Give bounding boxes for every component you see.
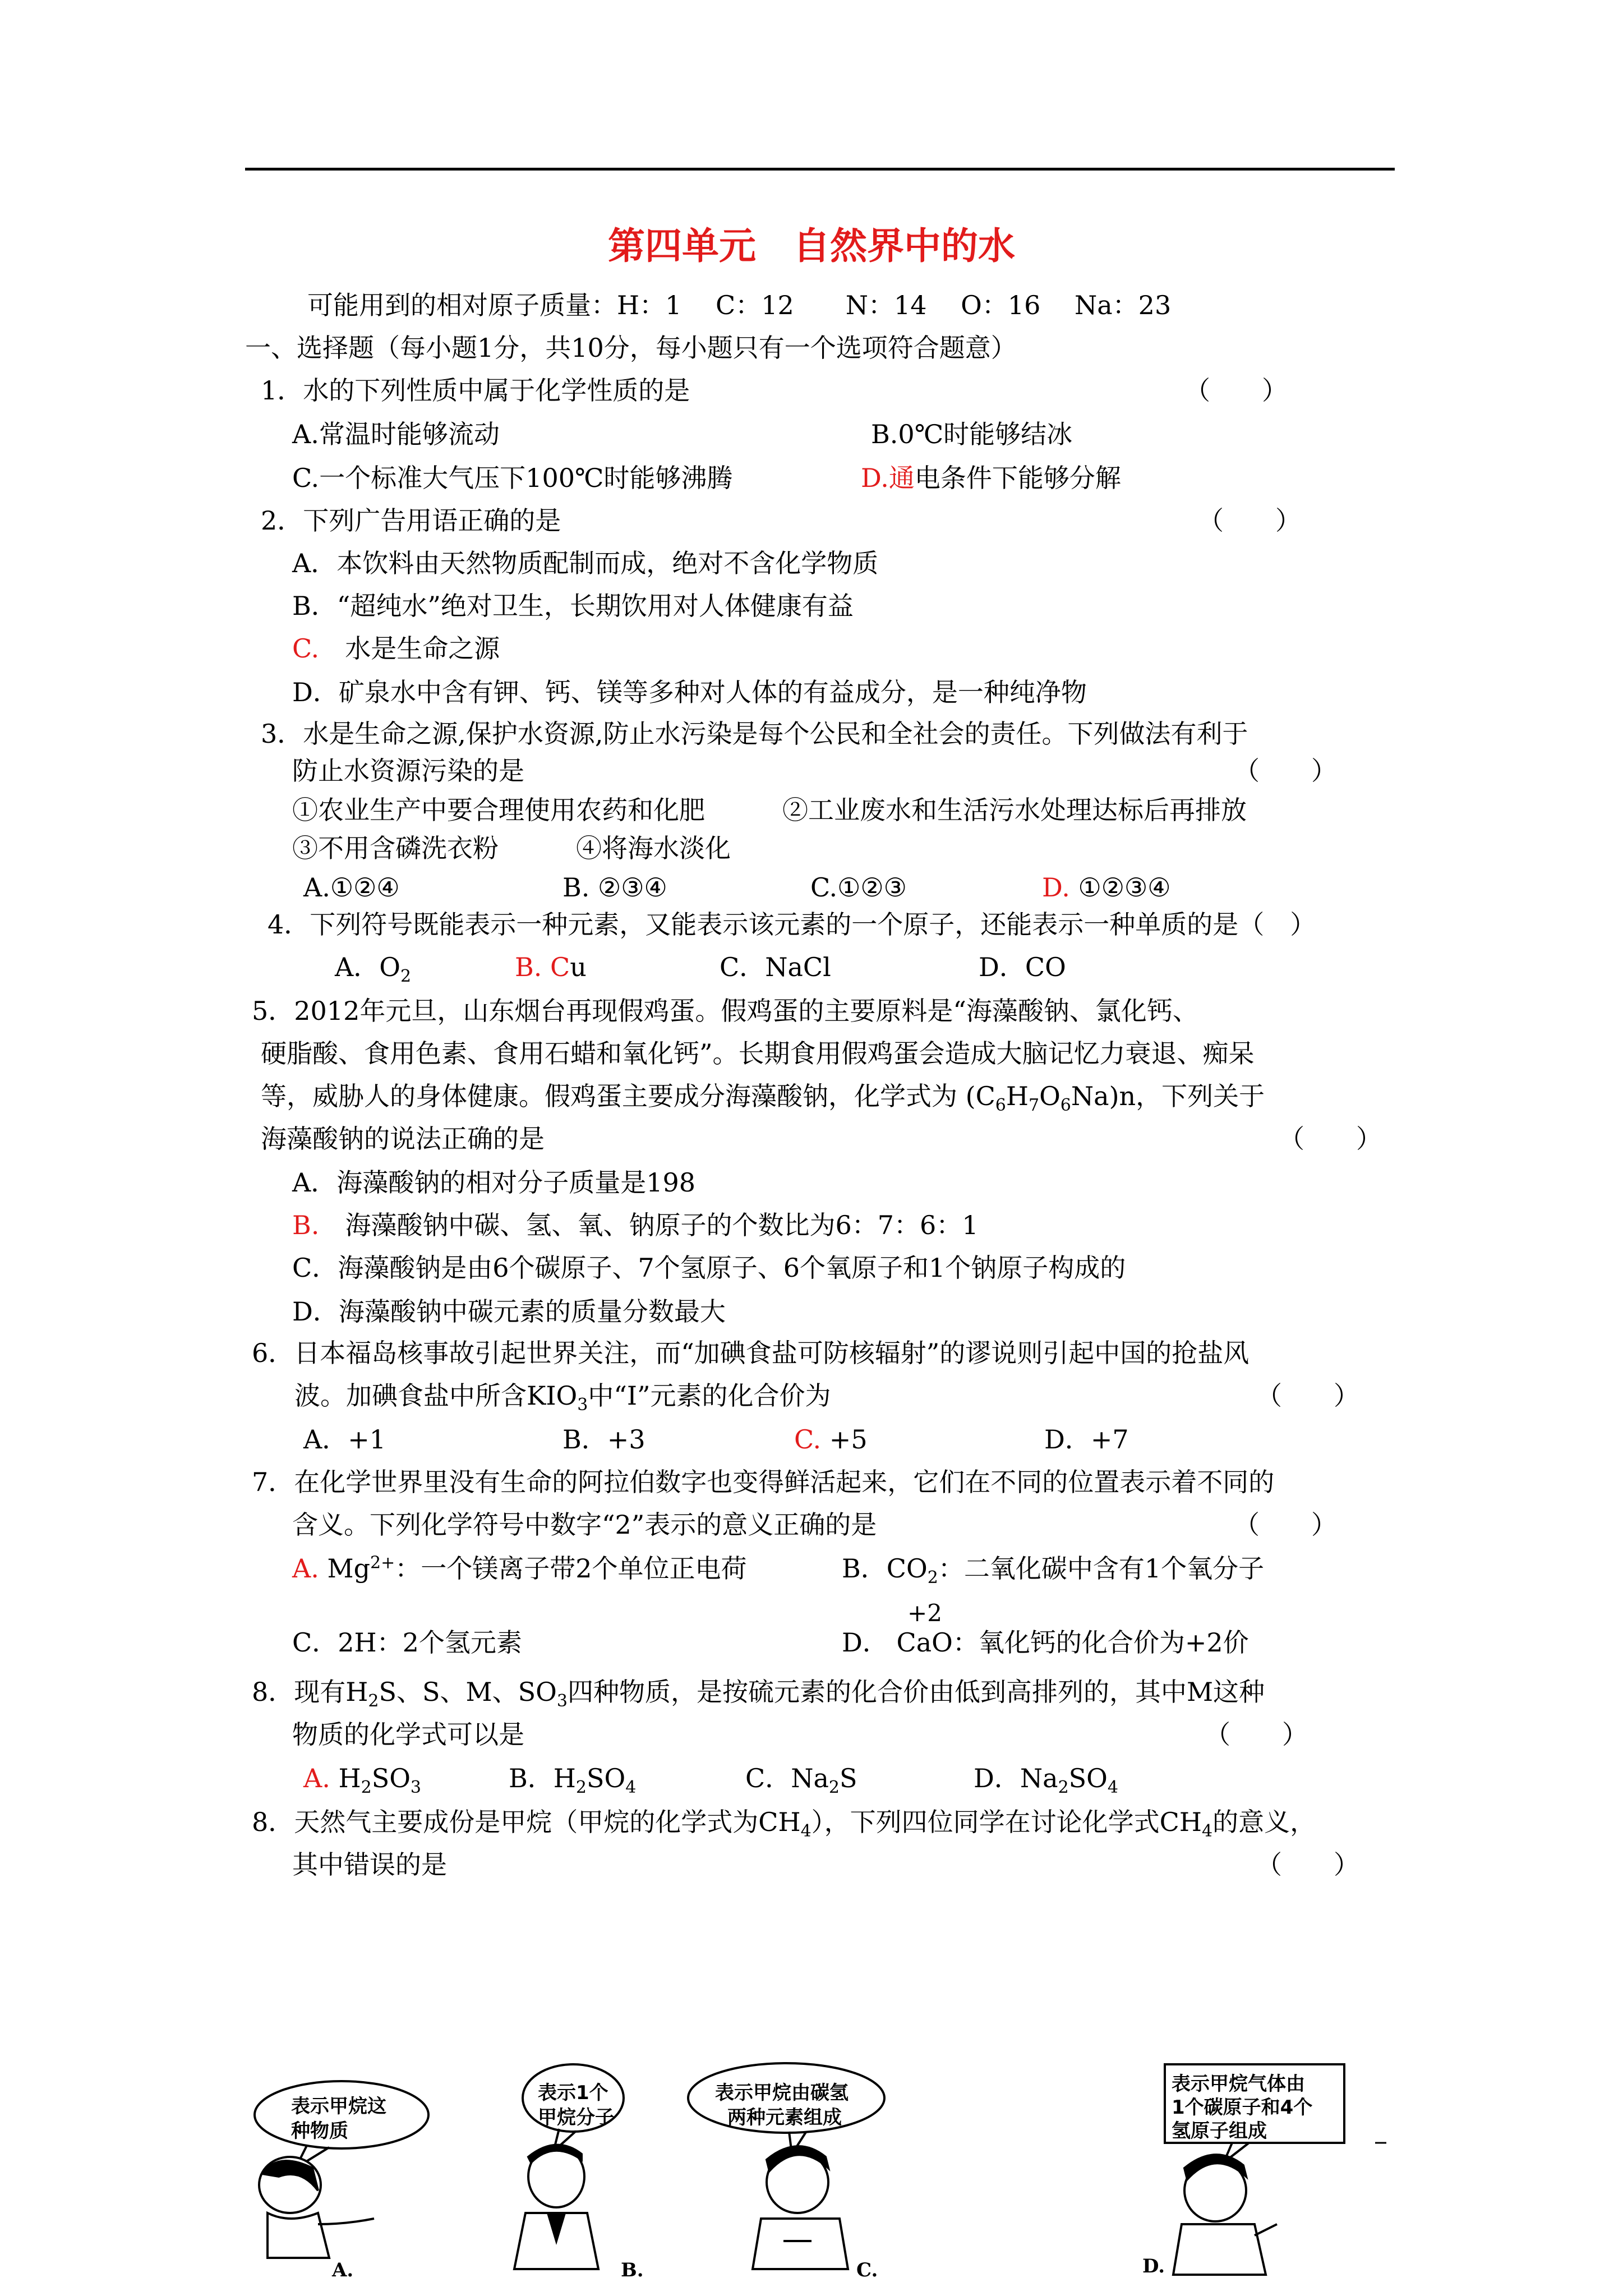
option-text: B．H: [509, 1763, 576, 1793]
option-text: 电条件下能够分解: [914, 463, 1121, 493]
question-3-stem: 3．水是生命之源,保护水资源,防止水污染是每个公民和全社会的责任。下列做法有利于: [261, 719, 1248, 749]
subscript: 4: [800, 1821, 811, 1842]
stem-text: O: [1039, 1081, 1061, 1111]
option-text: 水是生命之源: [319, 633, 500, 664]
subscript: 2: [828, 1778, 840, 1798]
bubble-c-line2: 两种元素组成: [727, 2106, 842, 2129]
stem-text: 的意义，: [1212, 1807, 1316, 1837]
option-a: [335, 951, 412, 987]
subscript: 6: [995, 1096, 1006, 1116]
option-text: u: [570, 952, 587, 982]
option-text: SO: [371, 1763, 411, 1793]
option-text: SO: [587, 1763, 626, 1793]
bubble-a-line1: 表示甲烷这: [291, 2095, 386, 2118]
option-c: [292, 633, 500, 664]
question-9-stem-line2: 其中错误的是: [292, 1849, 447, 1880]
option-text: S: [839, 1763, 857, 1793]
question-4-stem: 4．下列符号既能表示一种元素，又能表示该元素的一个原子，还能表示一种单质的是（ ）: [268, 909, 1316, 940]
option-a: A.常温时能够流动: [292, 419, 500, 449]
subscript: 2: [400, 967, 412, 987]
bubble-d-line3: 氢原子组成: [1172, 2120, 1267, 2142]
caption-b: B.: [621, 2259, 644, 2281]
bubble-c-line1: 表示甲烷由碳氢: [715, 2082, 849, 2104]
stem-text: 8．现有H: [252, 1677, 368, 1707]
question-3-stem-line2: 防止水资源污染的是: [292, 756, 524, 786]
subscript: 3: [577, 1395, 588, 1415]
stem-text: Na)n，下列关于: [1071, 1081, 1265, 1111]
question-9-stem: [252, 1806, 1316, 1842]
subscript: 3: [556, 1691, 568, 1711]
question-5-stem: 5．2012年元旦，山东烟台再现假鸡蛋。假鸡蛋的主要原料是“海藻酸钠、氯化钙、: [252, 996, 1198, 1026]
option-d: D．+7: [1044, 1424, 1129, 1455]
option-a: [292, 1553, 747, 1584]
option-a: A．+1: [303, 1424, 386, 1455]
subscript: 2: [1058, 1778, 1069, 1798]
option-a: A．本饮料由天然物质配制而成，绝对不含化学物质: [292, 548, 879, 578]
bubble-a-line2: 种物质: [291, 2120, 348, 2142]
page-title: 第四单元 自然界中的水: [608, 224, 1015, 268]
option-text: 海藻酸钠中碳、氢、氧、钠原子的个数比为6：7：6：1: [319, 1210, 979, 1240]
answer-blank: （ ）: [1234, 756, 1337, 786]
bubble-d-line2: 1个碳原子和4个: [1172, 2096, 1313, 2119]
caption-c: C.: [856, 2259, 878, 2281]
subscript: 3: [410, 1778, 422, 1798]
option-text: +5: [821, 1424, 868, 1455]
subscript: 2: [368, 1691, 379, 1711]
answer-mark: A.: [292, 1553, 319, 1584]
subscript: 4: [1201, 1821, 1213, 1842]
option-a: A．海藻酸钠的相对分子质量是198: [292, 1167, 696, 1198]
bubble-b-line1: 表示1个: [538, 2082, 608, 2104]
option-d: D．海藻酸钠中碳元素的质量分数最大: [292, 1296, 726, 1327]
answer-blank: （ ）: [1234, 1510, 1337, 1540]
option-d: [974, 1763, 1118, 1798]
option-d: D． CaO：氧化钙的化合价为+2价: [842, 1627, 1249, 1658]
option-text: H: [330, 1763, 361, 1793]
answer-blank: （ ）: [1184, 375, 1288, 406]
option-c: C.一个标准大气压下100℃时能够沸腾: [292, 463, 733, 493]
option-c: C．NaCl: [720, 952, 831, 982]
section-heading: 一、选择题（每小题1分，共10分，每小题只有一个选项符合题意）: [245, 333, 1017, 363]
statement-line-1: ①农业生产中要合理使用农药和化肥 ②工业废水和生活污水处理达标后再排放: [292, 795, 1247, 825]
option-d: D．CO: [979, 952, 1066, 982]
statement-line-2: ③不用含磷洗衣粉 ④将海水淡化: [292, 833, 731, 863]
option-text: D．Na: [974, 1763, 1058, 1793]
subscript: 7: [1028, 1096, 1040, 1116]
option-d: [1042, 872, 1170, 903]
superscript: 2+: [370, 1553, 395, 1573]
question-6-stem: 6．日本福岛核事故引起世界关注，而“加碘食盐可防核辐射”的谬说则引起中国的抢盐风: [252, 1338, 1249, 1368]
option-b: [515, 951, 587, 983]
question-8-stem-line2: 物质的化学式可以是: [292, 1719, 524, 1750]
question-7-stem-line2: 含义。下列化学符号中数字“2”表示的意义正确的是: [292, 1510, 877, 1540]
question-6-stem-line2: [294, 1380, 831, 1415]
option-c: [794, 1424, 868, 1455]
stem-text: S、S、M、SO: [379, 1677, 557, 1707]
option-b: B.0℃时能够结冰: [871, 419, 1073, 449]
answer-mark: C.: [292, 633, 320, 664]
answer-blank: （ ）: [1205, 1719, 1308, 1750]
question-2-stem: 2．下列广告用语正确的是: [261, 505, 561, 536]
stem-text: 四种物质，是按硫元素的化合价由低到高排列的，其中M这种: [567, 1677, 1265, 1707]
caption-d: D.: [1142, 2255, 1165, 2277]
question-8-stem: [252, 1676, 1265, 1711]
answer-blank: （ ）: [1256, 1381, 1359, 1411]
subscript: 4: [1107, 1778, 1118, 1798]
option-text: B．CO: [842, 1553, 928, 1584]
option-b: B．“超纯水”绝对卫生，长期饮用对人体健康有益: [292, 591, 854, 621]
stem-text: 8．天然气主要成份是甲烷（甲烷的化学式为CH: [252, 1807, 801, 1837]
subscript: 6: [1060, 1096, 1071, 1116]
option-text: Mg: [319, 1553, 371, 1584]
bubble-d-line1: 表示甲烷气体由: [1172, 2073, 1305, 2095]
option-b: B．+3: [562, 1424, 645, 1455]
stem-text: 等，威胁人的身体健康。假鸡蛋主要成分海藻酸钠，化学式为 (C: [261, 1081, 995, 1111]
caption-a: A.: [332, 2259, 354, 2281]
answer-mark: A.: [303, 1763, 330, 1793]
subscript: 2: [361, 1778, 372, 1798]
stem-text: H: [1006, 1081, 1029, 1111]
question-7-stem: 7．在化学世界里没有生命的阿拉伯数字也变得鲜活起来，它们在不同的位置表示着不同的: [252, 1467, 1275, 1497]
option-b: [509, 1763, 637, 1798]
answer-blank: （ ）: [1279, 1124, 1382, 1154]
option-c: [745, 1763, 857, 1798]
answer-mark: D.通: [861, 463, 915, 493]
stem-text: ），下列四位同学在讨论化学式CH: [811, 1807, 1202, 1837]
option-text: ①②③④: [1069, 872, 1171, 903]
option-b: [842, 1553, 1265, 1588]
valence-mark: +2: [907, 1599, 942, 1627]
option-a: A.①②④: [303, 872, 400, 903]
option-c: C．2H：2个氢元素: [292, 1627, 522, 1658]
option-c: C．海藻酸钠是由6个碳原子、7个氢原子、6个氧原子和1个钠原子构成的: [292, 1253, 1126, 1283]
atomic-mass-line: 可能用到的相对原子质量：H：1 C：12 N：14 O：16 Na：23: [307, 290, 1172, 320]
option-b: B. ②③④: [562, 872, 667, 903]
subscript: 2: [575, 1778, 587, 1798]
option-text: ：二氧化碳中含有1个氧分子: [938, 1553, 1265, 1584]
option-b: [292, 1209, 979, 1241]
option-text: SO: [1068, 1763, 1108, 1793]
question-1-stem: 1．水的下列性质中属于化学性质的是: [261, 375, 690, 406]
option-text: ：一个镁离子带2个单位正电荷: [395, 1553, 747, 1584]
option-d: D．矿泉水中含有钾、钙、镁等多种对人体的有益成分，是一种纯净物: [292, 677, 1087, 707]
option-text: A．O: [335, 952, 400, 982]
header-rule: [245, 168, 1395, 171]
question-5-stem-line2: 硬脂酸、食用色素、食用石蜡和氧化钙”。长期食用假鸡蛋会造成大脑记忆力衰退、痴呆: [261, 1038, 1255, 1069]
subscript: 2: [927, 1568, 938, 1588]
cartoon-illustration: [245, 2056, 1395, 2280]
subscript: 4: [625, 1778, 637, 1798]
option-d: [861, 462, 1121, 494]
question-5-stem-line4: 海藻酸钠的说法正确的是: [261, 1124, 545, 1154]
answer-mark: B.: [292, 1210, 320, 1240]
answer-mark: D.: [1042, 872, 1070, 903]
answer-blank: （ ）: [1198, 505, 1301, 536]
answer-mark: C.: [794, 1424, 822, 1455]
bubble-b-line2: 甲烷分子: [538, 2106, 614, 2129]
option-text: C．Na: [745, 1763, 829, 1793]
option-a: [303, 1763, 422, 1798]
answer-blank: （ ）: [1256, 1849, 1359, 1880]
option-c: C.①②③: [810, 872, 907, 903]
question-5-stem-line3: [261, 1080, 1265, 1116]
stem-text: 中“I”元素的化合价为: [588, 1381, 831, 1411]
answer-mark: B. C: [515, 952, 570, 982]
stem-text: 波。加碘食盐中所含KIO: [294, 1381, 578, 1411]
